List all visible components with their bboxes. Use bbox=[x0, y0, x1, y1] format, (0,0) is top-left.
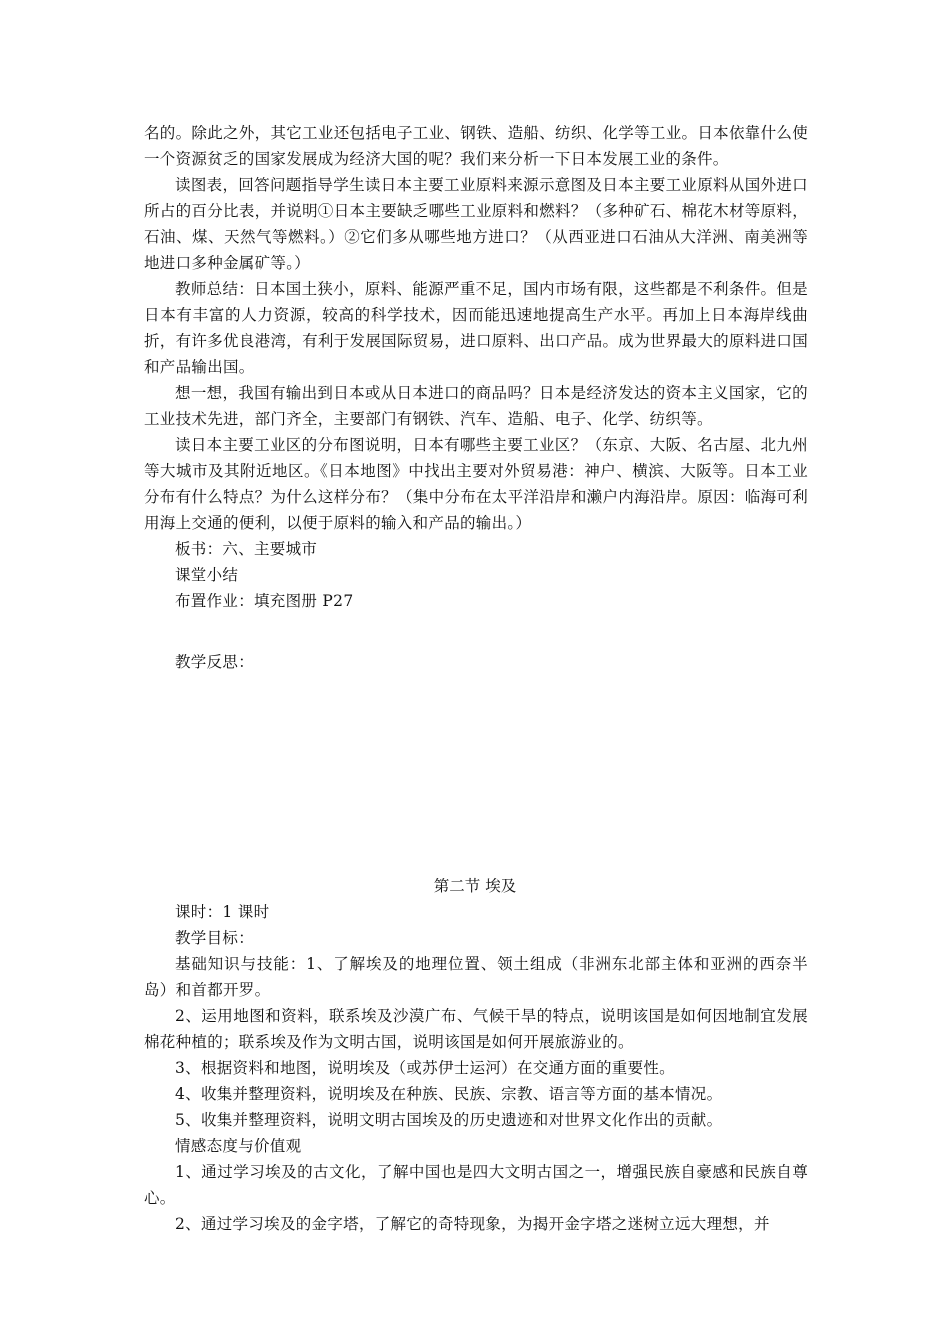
paragraph-continuation: 名的。除此之外，其它工业还包括电子工业、钢铁、造船、纺织、化学等工业。日本依靠什么使一个资源贫乏的国家发展成为经济大国的呢？我们来分析一下日本发展工业的条件。 bbox=[144, 124, 808, 168]
paragraph-think: 想一想，我国有输出到日本或从日本进口的商品吗？日本是经济发达的资本主义国家，它的工业技术先进，部门齐全，主要部门有钢铁、汽车、造船、电子、化学、纺织等。 bbox=[144, 384, 808, 428]
reflection-label: 教学反思： bbox=[175, 653, 255, 671]
paragraph-attitude-label: 情感态度与价值观 bbox=[175, 1137, 302, 1155]
paragraph-teacher-summary: 教师总结：日本国土狭小，原料、能源严重不足，国内市场有限，这些都是不利条件。但是日本有丰富的人力资源，较高的科学技术，因而能迅速地提高生产水平。再加上日本海岸线曲折，有许多优良港湾，有利于发展国际贸易，进口原料、出口产品。成为世界最大的原料进口国和产品输出国。 bbox=[144, 280, 808, 376]
paragraph-board-notes: 板书：六、主要城市 bbox=[175, 540, 318, 558]
paragraph-read-chart: 读图表，回答问题指导学生读日本主要工业原料来源示意图及日本主要工业原料从国外进口所占的百分比表，并说明①日本主要缺乏哪些工业原料和燃料？（多种矿石、棉花木材等原料，石油、煤、天然气等燃料。）②它们多从哪些地方进口？（从西亚进口石油从大洋洲、南美洲等地进口多种金属矿等。） bbox=[144, 176, 808, 272]
paragraph-class-summary: 课堂小结 bbox=[175, 566, 239, 584]
paragraph-attitude-1: 1、通过学习埃及的古文化，了解中国也是四大文明古国之一，增强民族自豪感和民族自尊心。 bbox=[144, 1163, 808, 1207]
paragraph-goal-5: 5、收集并整理资料，说明文明古国埃及的历史遗迹和对世界文化作出的贡献。 bbox=[175, 1111, 723, 1129]
paragraph-goal-basic: 基础知识与技能：1、了解埃及的地理位置、领土组成（非洲东北部主体和亚洲的西奈半岛）和首都开罗。 bbox=[144, 955, 808, 999]
paragraph-goals-label: 教学目标： bbox=[175, 929, 255, 947]
paragraph-class-hours: 课时：1 课时 bbox=[175, 903, 270, 921]
section-title: 第二节 埃及 bbox=[433, 877, 517, 895]
paragraph-goal-4: 4、收集并整理资料，说明埃及在种族、民族、宗教、语言等方面的基本情况。 bbox=[175, 1085, 723, 1103]
teaching-reflection bbox=[144, 649, 808, 675]
section-japan-industry bbox=[144, 120, 808, 614]
paragraph-industrial-zones: 读日本主要工业区的分布图说明，日本有哪些主要工业区？（东京、大阪、名古屋、北九州等大城市及其附近地区。《日本地图》中找出主要对外贸易港：神户、横滨、大阪等。日本工业分布有什么特点？为什么这样分布？（集中分布在太平洋沿岸和濑户内海沿岸。原因：临海可利用海上交通的便利，以便于原料的输入和产品的输出。） bbox=[144, 436, 808, 532]
paragraph-goal-2: 2、运用地图和资料，联系埃及沙漠广布、气候干旱的特点，说明该国是如何因地制宜发展棉花种植的；联系埃及作为文明古国，说明该国是如何开展旅游业的。 bbox=[144, 1007, 808, 1051]
paragraph-homework: 布置作业：填充图册 P27 bbox=[175, 592, 354, 610]
paragraph-goal-3: 3、根据资料和地图，说明埃及（或苏伊士运河）在交通方面的重要性。 bbox=[175, 1059, 675, 1077]
paragraph-attitude-2: 2、通过学习埃及的金字塔，了解它的奇特现象，为揭开金字塔之迷树立远大理想，并 bbox=[175, 1215, 770, 1233]
section-egypt bbox=[144, 899, 808, 1237]
